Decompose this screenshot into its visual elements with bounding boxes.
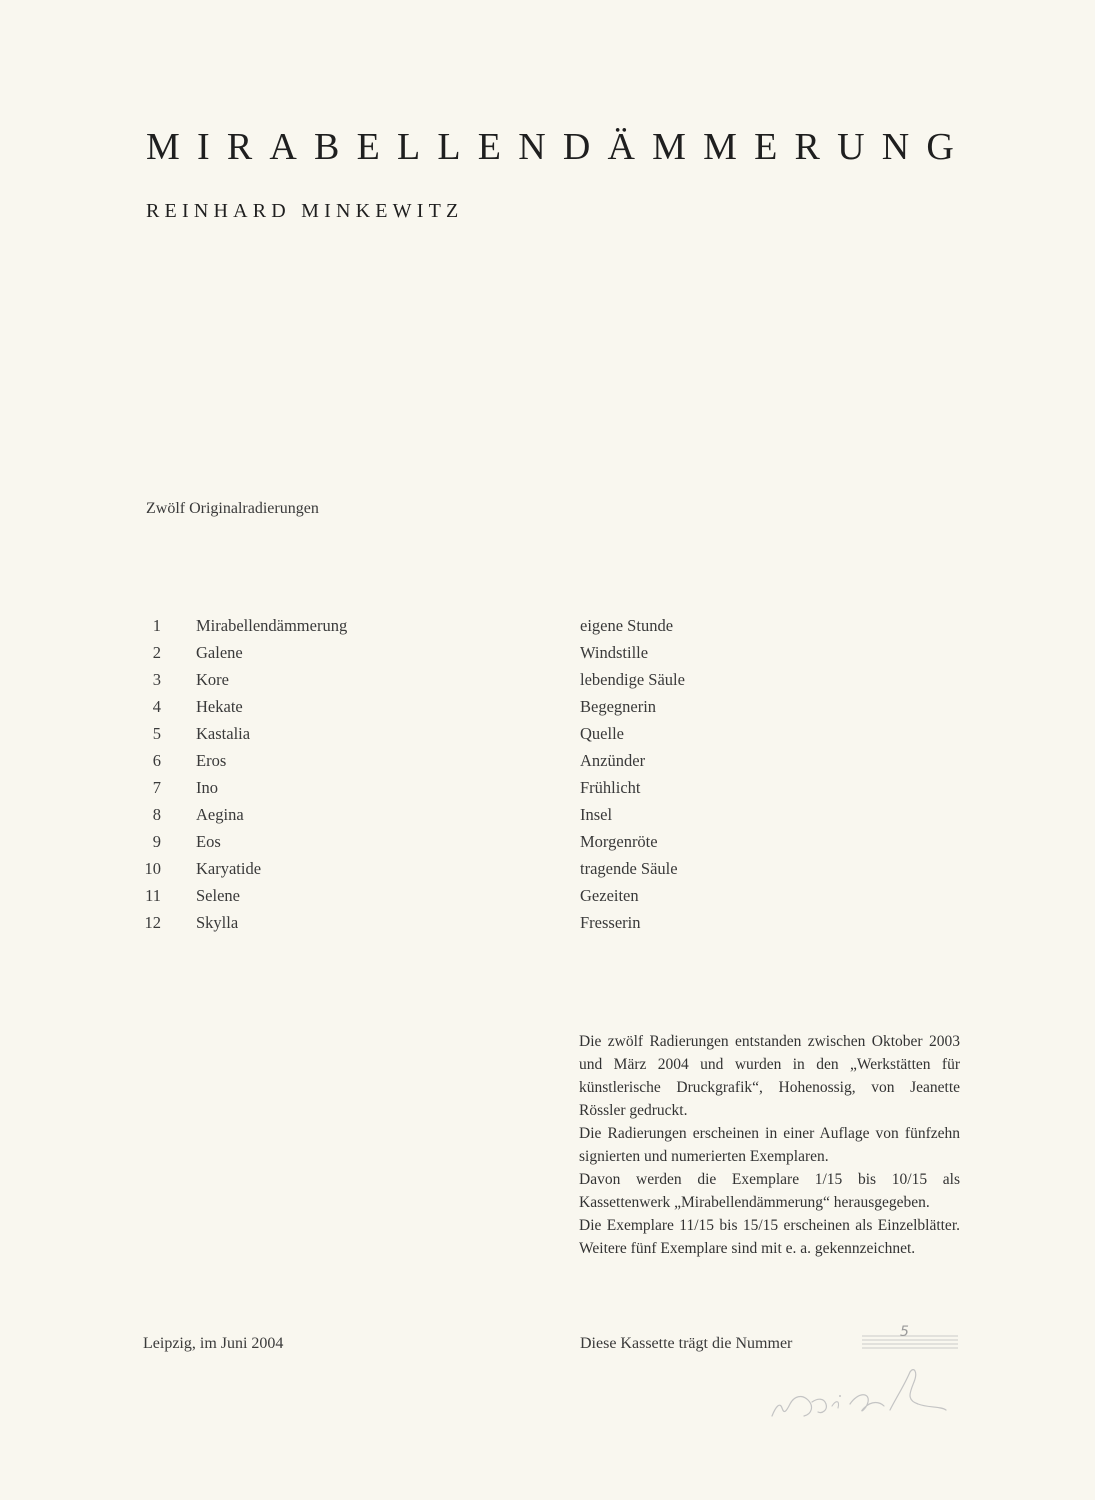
list-item [140,776,760,803]
signature-mark [768,1358,958,1428]
work-meaning: lebendige Säule [580,670,685,689]
work-meaning: Quelle [580,724,624,743]
colophon-paragraph: Die Exemplare 11/15 bis 15/15 erscheinen als Einzelblätter. Weitere fünf Exemplare sind mit e. a. gekennzeichnet. [579,1217,960,1257]
edition-number-value: 5 [900,1324,909,1340]
list-item [140,722,760,749]
work-number: 1 [152,616,161,635]
list-item [140,641,760,668]
subtitle: Zwölf Originalradierungen [146,500,319,517]
work-number: 3 [152,670,161,689]
work-title: Aegina [196,805,244,824]
colophon-paragraph: Die zwölf Radierungen entstanden zwischen Oktober 2003 und März 2004 und wurden in den „Werkstätten für künstlerische Druckgrafik“, Hohenossig, von Jeanette Rössler gedruckt. [579,1033,960,1119]
edition-number-lines [860,1326,960,1354]
work-meaning: Begegnerin [580,697,657,716]
colophon-paragraph: Die Radierungen erscheinen in einer Auflage von fünfzehn signierten und numerierten Exemplaren. [579,1125,960,1165]
work-meaning: tragende Säule [580,859,678,878]
edition-number-field [860,1326,960,1354]
work-number: 5 [152,724,161,743]
work-meaning: Windstille [580,643,649,662]
work-meaning: Frühlicht [580,778,641,797]
list-item [140,830,760,857]
work-number: 4 [152,697,161,716]
work-title: Selene [196,886,240,905]
work-title: Kore [196,670,229,689]
work-title: Galene [196,643,243,662]
list-item [140,749,760,776]
work-title: Kastalia [196,724,251,743]
list-item [140,668,760,695]
work-title: Eos [196,832,221,851]
work-meaning: Fresserin [580,913,641,932]
work-number: 9 [152,832,161,851]
handwritten-signature [768,1358,958,1428]
list-item [140,911,760,938]
work-number: 11 [145,886,161,905]
page-title: MIRABELLENDÄMMERUNG [146,126,972,168]
edition-number-label: Diese Kassette trägt die Nummer [580,1335,793,1352]
work-title: Ino [196,778,218,797]
list-item [140,884,760,911]
work-meaning: eigene Stunde [580,616,674,635]
work-number: 7 [152,778,161,797]
work-title: Mirabellendämmerung [196,616,348,635]
work-meaning: Morgenröte [580,832,658,851]
work-title: Hekate [196,697,243,716]
work-number: 6 [152,751,161,770]
author-name: REINHARD MINKEWITZ [146,200,464,222]
work-title: Skylla [196,913,239,932]
work-title: Karyatide [196,859,262,878]
works-list [140,614,760,938]
work-title: Eros [196,751,227,770]
work-meaning: Gezeiten [580,886,639,905]
work-number: 12 [144,913,161,932]
place-date: Leipzig, im Juni 2004 [143,1335,284,1352]
colophon-paragraph: Davon werden die Exemplare 1/15 bis 10/15 als Kassettenwerk „Mirabellendämmerung“ herausgegeben. [579,1171,960,1211]
work-number: 10 [144,859,161,878]
work-meaning: Anzünder [580,751,646,770]
work-number: 2 [152,643,161,662]
colophon-text [579,1030,960,1260]
list-item [140,857,760,884]
list-item [140,614,760,641]
list-item [140,695,760,722]
work-number: 8 [152,805,161,824]
list-item [140,803,760,830]
work-meaning: Insel [580,805,613,824]
